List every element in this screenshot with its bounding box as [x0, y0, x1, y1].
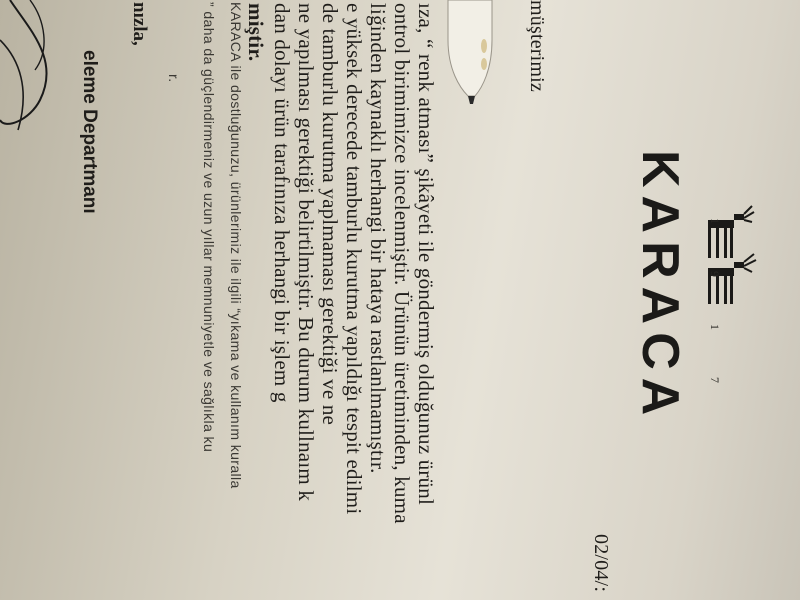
- body-line-4: e yüksek derecede tamburlu kurutma yapıldığı tespit edilmi: [342, 3, 366, 515]
- body-line-5: de tamburlu kurutma yaplmaması gerektiği ve ne: [318, 3, 342, 426]
- department-name: eleme Departmanı: [79, 50, 100, 214]
- body-line-1: ıza, “ renk atması” şikâyeti ile göndermiş olduğunuz ürünl: [414, 3, 438, 506]
- sans-line-3: r.: [166, 74, 182, 83]
- greeting-text: müşterimiz: [526, 0, 548, 92]
- closing-text: nızla,: [129, 2, 150, 46]
- body-line-7: dan dolayı ürün tarafınıza herhangi bir işlem g: [270, 3, 294, 403]
- body-line-6: ne yapılması gerektiği belirtilmiştir. Bu durum kullnaım k: [294, 3, 318, 502]
- sans-line-1: KARACA ile dostluğunuzu, ürünlerimiz ile ilgili “yıkama ve kullanım kuralla: [228, 2, 244, 489]
- body-line-2: ontrol birimimizce incelenmiştir. Ürünün üretiminden, kuma: [390, 3, 414, 524]
- body-line-3: liğinden kaynaklı herhangi bir hataya rastlanlmamıştır.: [366, 3, 390, 474]
- logo-year: 1 9 1 7: [708, 218, 722, 405]
- date-text: 02/04/:: [590, 534, 612, 593]
- logo-brand: KARACA: [631, 150, 689, 424]
- sans-line-2: ” daha da güçlendirmeniz ve uzun yıllar memnuniyetle ve sağlıkla ku: [201, 2, 217, 453]
- body-line-8: miştir.: [244, 3, 268, 62]
- signature-scribble: [0, 0, 90, 140]
- pen-object: [430, 0, 510, 110]
